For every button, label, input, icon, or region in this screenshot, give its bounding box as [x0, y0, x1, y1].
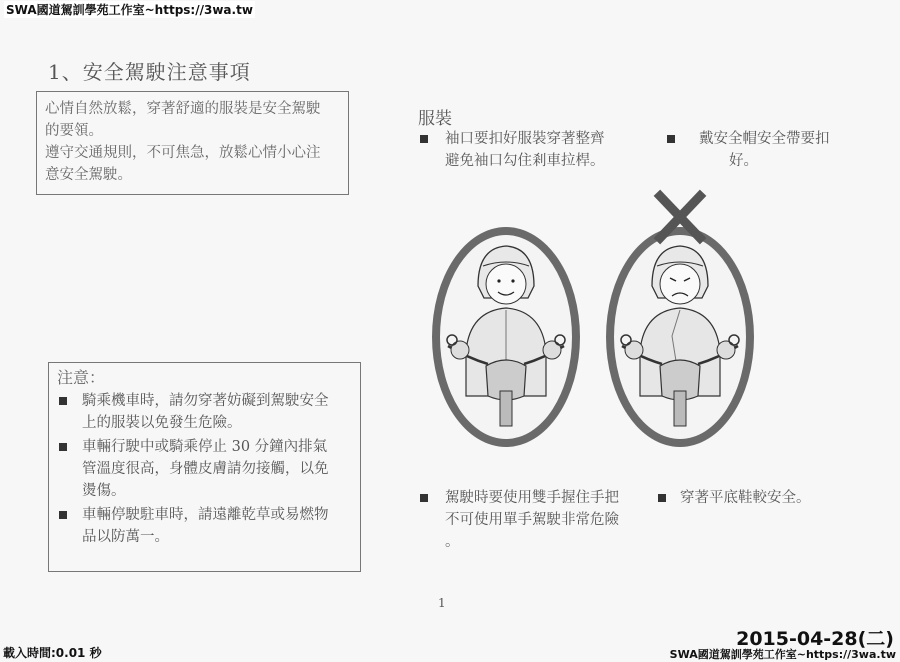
clothing-text: 袖口要扣好服裝穿著整齊: [445, 131, 605, 147]
clothing-text: 戴安全帽安全帶要扣: [699, 131, 830, 147]
notice-text: 燙傷。: [82, 483, 126, 499]
correct-rider-figure: [432, 227, 580, 447]
riders-illustration: [428, 186, 758, 448]
clothing-item: [665, 128, 830, 172]
intro-line: 遵守交通規則，不可焦急，放鬆心情小心注: [45, 145, 321, 161]
notice-text: 上的服裝以免發生危險。: [82, 415, 242, 431]
clothing-text: 避免袖口勾住剎車拉桿。: [445, 153, 605, 169]
notice-item: [57, 436, 352, 502]
clothing-item: [418, 487, 619, 553]
watermark-load-time: 載入時間:0.01 秒: [3, 646, 102, 660]
clothing-text: 不可使用單手駕駛非常危險: [445, 512, 619, 528]
clothing-text: 。: [445, 534, 460, 550]
intro-box: [36, 91, 349, 195]
intro-line: 心情自然放鬆，穿著舒適的服裝是安全駕駛: [45, 101, 321, 117]
notice-text: 車輛停駛駐車時，請遠離乾草或易燃物: [82, 507, 329, 523]
notice-text: 騎乘機車時，請勿穿著妨礙到駕駛安全: [82, 393, 329, 409]
incorrect-rider-figure: [606, 227, 754, 447]
bullet-square-icon: [658, 494, 666, 502]
page-title: 1、安全駕駛注意事項: [48, 60, 251, 84]
intro-line: 的要領。: [45, 123, 103, 139]
clothing-item: [418, 128, 605, 172]
watermark-date: 2015-04-28(二): [736, 628, 894, 650]
bullet-square-icon: [59, 511, 67, 519]
clothing-heading: 服裝: [418, 109, 452, 129]
bullet-square-icon: [59, 397, 67, 405]
notice-text: 管溫度很高，身體皮膚請勿接觸，以免: [82, 461, 329, 477]
page-number: 1: [438, 596, 446, 610]
bullet-square-icon: [59, 443, 67, 451]
clothing-text: 好。: [729, 153, 758, 169]
notice-box: [48, 362, 361, 572]
bullet-square-icon: [667, 135, 675, 143]
watermark-top: SWA國道駕訓學苑工作室~https://3wa.tw: [6, 3, 253, 17]
notice-heading: 注意：: [57, 368, 106, 387]
clothing-text: 駕駛時要使用雙手握住手把: [445, 490, 619, 506]
notice-text: 品以防萬一。: [82, 529, 169, 545]
notice-item: [57, 504, 352, 548]
intro-line: 意安全駕駛。: [45, 167, 132, 183]
watermark-bottom: SWA國道駕訓學苑工作室~https://3wa.tw: [669, 648, 896, 661]
bullet-square-icon: [420, 494, 428, 502]
clothing-text: 穿著平底鞋較安全。: [680, 490, 811, 506]
notice-item: [57, 390, 352, 434]
clothing-item: [656, 487, 811, 509]
notice-text: 車輛行駛中或騎乘停止 30 分鐘內排氣: [82, 439, 328, 455]
bullet-square-icon: [420, 135, 428, 143]
